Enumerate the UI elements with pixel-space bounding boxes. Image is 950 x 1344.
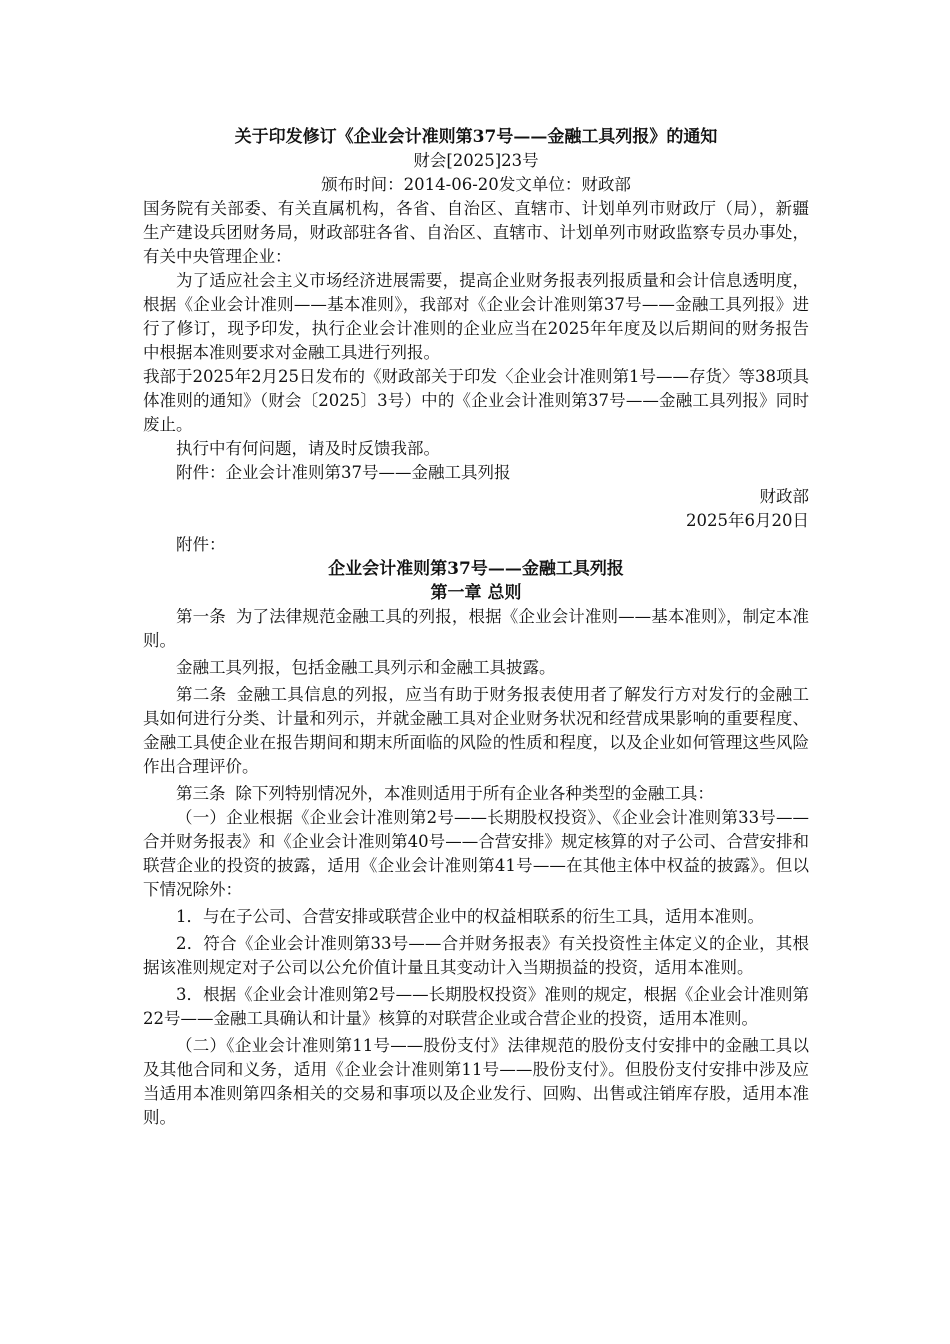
article-1-label: 第一条 [176,607,226,626]
signature-date: 2025年6月20日 [686,511,809,530]
article-3-sub-1: 1．与在子公司、合营安排或联营企业中的权益相联系的衍生工具，适用本准则。 [176,907,764,926]
article-3-item-2: （二）《企业会计准则第11号——股份支付》法律规范的股份支付安排中的金融工具以及其他合同和义务，适用《企业会计准则第11号——股份支付》。但股份支付安排中涉及应当适用本准则第四条相关的交易和事项以及企业发行、回购、出售或注销库存股，适用本准则。 [143,1036,809,1127]
issuer-label: 发文单位： [498,175,582,194]
attachment-label: 附件： [176,535,226,554]
notice-paragraph-3: 执行中有何问题，请及时反馈我部。 [176,439,440,458]
publish-date: 2014-06-20 [403,175,499,194]
addressees: 国务院有关部委、有关直属机构，各省、自治区、直辖市、计划单列市财政厅（局），新疆生产建设兵团财务局，财政部驻各省、自治区、直辖市、计划单列市财政监察专员办事处，有关中央管理企业： [143,199,809,266]
issuer: 财政部 [581,175,631,194]
doc-number: 财会[2025]23号 [413,151,539,170]
article-2 [143,683,809,779]
notice-paragraph-1: 为了适应社会主义市场经济进展需要，提高企业财务报表列报质量和会计信息透明度，根据《企业会计准则——基本准则》，我部对《企业会计准则第37号——金融工具列报》进行了修订，现予印发，执行企业会计准则的企业应当在2025年年度及以后期间的财务报告中根据本准则要求对金融工具进行列报。 [143,271,809,362]
attachment-line: 附件：企业会计准则第37号——金融工具列报 [176,463,511,482]
signature: 财政部 [759,487,809,506]
document-body [143,121,809,1130]
attachment-title: 企业会计准则第37号——金融工具列报 [328,559,624,579]
publish-label: 颁布时间： [321,175,404,194]
notice-paragraph-2: 我部于2025年2月25日发布的《财政部关于印发〈企业会计准则第1号——存货〉等38项具体准则的通知》（财会〔2025〕3号）中的《企业会计准则第37号——金融工具列报》同时废止。 [143,367,809,434]
article-3-text: 除下列特别情况外，本准则适用于所有企业各种类型的金融工具： [235,784,714,803]
article-3-item-1: （一）企业根据《企业会计准则第2号——长期股权投资》、《企业会计准则第33号——合并财务报表》和《企业会计准则第40号——合营安排》规定核算的对子公司、合营安排和联营企业的投资的披露，适用《企业会计准则第41号——在其他主体中权益的披露》。但以下情况除外： [143,808,809,899]
article-2-label: 第二条 [176,685,227,704]
article-1-text: 为了法律规范金融工具的列报，根据《企业会计准则——基本准则》，制定本准则。 [143,607,810,650]
chapter-title: 第一章 总则 [430,583,522,603]
article-1 [143,605,809,653]
article-1-paragraph-2: 金融工具列报，包括金融工具列示和金融工具披露。 [176,658,556,677]
notice-title: 关于印发修订《企业会计准则第37号——金融工具列报》的通知 [234,127,718,147]
publish-info [143,173,809,197]
article-3 [143,782,809,806]
article-3-sub-3: 3．根据《企业会计准则第2号——长期股权投资》准则的规定，根据《企业会计准则第22号——金融工具确认和计量》核算的对联营企业或合营企业的投资，适用本准则。 [143,985,809,1028]
article-2-text: 金融工具信息的列报，应当有助于财务报表使用者了解发行方对发行的金融工具如何进行分类、计量和列示，并就金融工具对企业财务状况和经营成果影响的重要程度、金融工具使企业在报告期间和期末所面临的风险的性质和程度，以及企业如何管理这些风险作出合理评价。 [143,685,810,776]
article-3-sub-2: 2．符合《企业会计准则第33号——合并财务报表》有关投资性主体定义的企业，其根据该准则规定对子公司以公允价值计量且其变动计入当期损益的投资，适用本准则。 [143,934,809,977]
article-3-label: 第三条 [176,784,226,803]
